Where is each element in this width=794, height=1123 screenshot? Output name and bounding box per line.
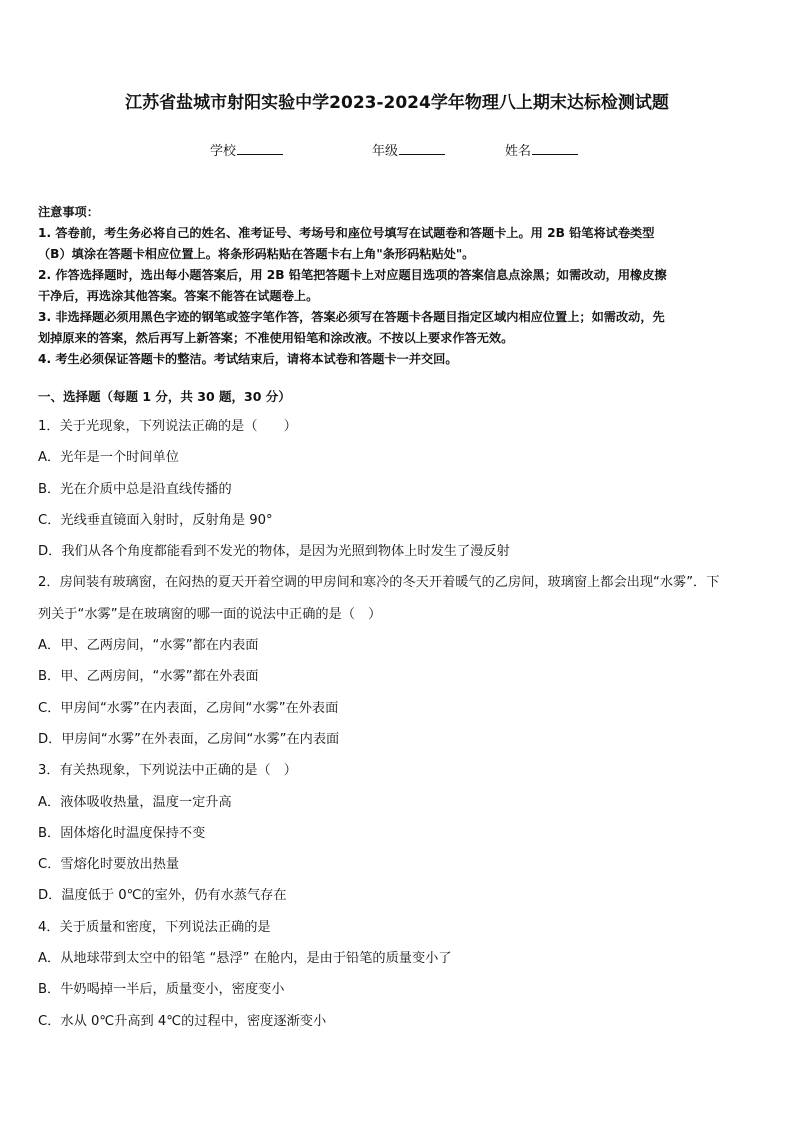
question-line: 4．关于质量和密度，下列说法正确的是 — [38, 919, 271, 935]
question-line: 列关于“水雾”是在玻璃窗的哪一面的说法中正确的是（ ） — [38, 606, 382, 622]
name-label: 姓名 — [505, 144, 532, 159]
question-line: 2．房间装有玻璃窗，在闷热的夏天开着空调的甲房间和寒冷的冬天开着暖气的乙房间，玻璃窗上都会出现“水雾”．下 — [38, 575, 720, 591]
notes-line: 划掉原来的答案，然后再写上新答案；不准使用铅笔和涂改液。不按以上要求作答无效。 — [38, 331, 514, 345]
exam-notes — [38, 202, 758, 370]
question-line: B．甲、乙两房间，“水雾”都在外表面 — [38, 669, 259, 685]
question-line: 3．有关热现象，下列说法中正确的是（ ） — [38, 763, 297, 779]
grade-field — [372, 140, 445, 159]
question-line: D．甲房间“水雾”在外表面，乙房间“水雾”在内表面 — [38, 731, 340, 747]
question-line: C．水从 0℃升高到 4℃的过程中，密度逐渐变小 — [38, 1013, 327, 1029]
question-line: 1．关于光现象，下列说法正确的是（ ） — [38, 419, 297, 434]
question-line: C．光线垂直镜面入射时，反射角是 90° — [38, 512, 273, 528]
question-line: B．牛奶喝掉一半后，质量变小，密度变小 — [38, 982, 285, 998]
name-blank — [532, 142, 578, 155]
section-heading: 一、选择题（每题 1 分，共 30 题，30 分） — [38, 389, 291, 404]
school-label: 学校 — [210, 144, 237, 159]
question-line: D．温度低于 0℃的室外，仍有水蒸气存在 — [38, 888, 287, 904]
question-line: A．从地球带到太空中的铅笔 “悬浮” 在舱内，是由于铅笔的质量变小了 — [38, 951, 452, 967]
question-line: A．甲、乙两房间，“水雾”都在内表面 — [38, 638, 259, 654]
question-list — [38, 411, 758, 1037]
exam-title: 江苏省盐城市射阳实验中学2023-2024学年物理八上期末达标检测试题 — [125, 93, 669, 113]
school-blank — [237, 142, 283, 155]
notes-line: 4. 考生必须保证答题卡的整洁。考试结束后，请将本试卷和答题卡一并交回。 — [38, 352, 458, 366]
notes-line: 2. 作答选择题时，选出每小题答案后，用 2B 铅笔把答题卡上对应题目选项的答案信息点涂黑；如需改动，用橡皮擦 — [38, 268, 667, 282]
notes-line: 干净后，再选涂其他答案。答案不能答在试题卷上。 — [38, 289, 319, 303]
notes-line: 1. 答卷前，考生务必将自己的姓名、准考证号、考场号和座位号填写在试题卷和答题卡上。用 2B 铅笔将试卷类型 — [38, 226, 655, 240]
question-line: A．液体吸收热量，温度一定升高 — [38, 794, 232, 810]
notes-line: 3. 非选择题必须用黑色字迹的钢笔或签字笔作答，答案必须写在答题卡各题目指定区域内相应位置上；如需改动，先 — [38, 310, 665, 324]
question-line: A．光年是一个时间单位 — [38, 450, 179, 466]
question-line: B．固体熔化时温度保持不变 — [38, 825, 206, 841]
question-line: B．光在介质中总是沿直线传播的 — [38, 481, 232, 497]
grade-blank — [399, 142, 445, 155]
question-line: D．我们从各个角度都能看到不发光的物体，是因为光照到物体上时发生了漫反射 — [38, 544, 510, 560]
grade-label: 年级 — [372, 144, 399, 159]
notes-heading: 注意事项： — [38, 205, 99, 219]
question-line: C．雪熔化时要放出热量 — [38, 857, 180, 873]
notes-line: （B）填涂在答题卡相应位置上。将条形码粘贴在答题卡右上角"条形码粘贴处"。 — [38, 247, 475, 261]
name-field — [505, 140, 578, 159]
school-field — [210, 140, 283, 159]
question-line: C．甲房间“水雾”在内表面，乙房间“水雾”在外表面 — [38, 700, 339, 716]
